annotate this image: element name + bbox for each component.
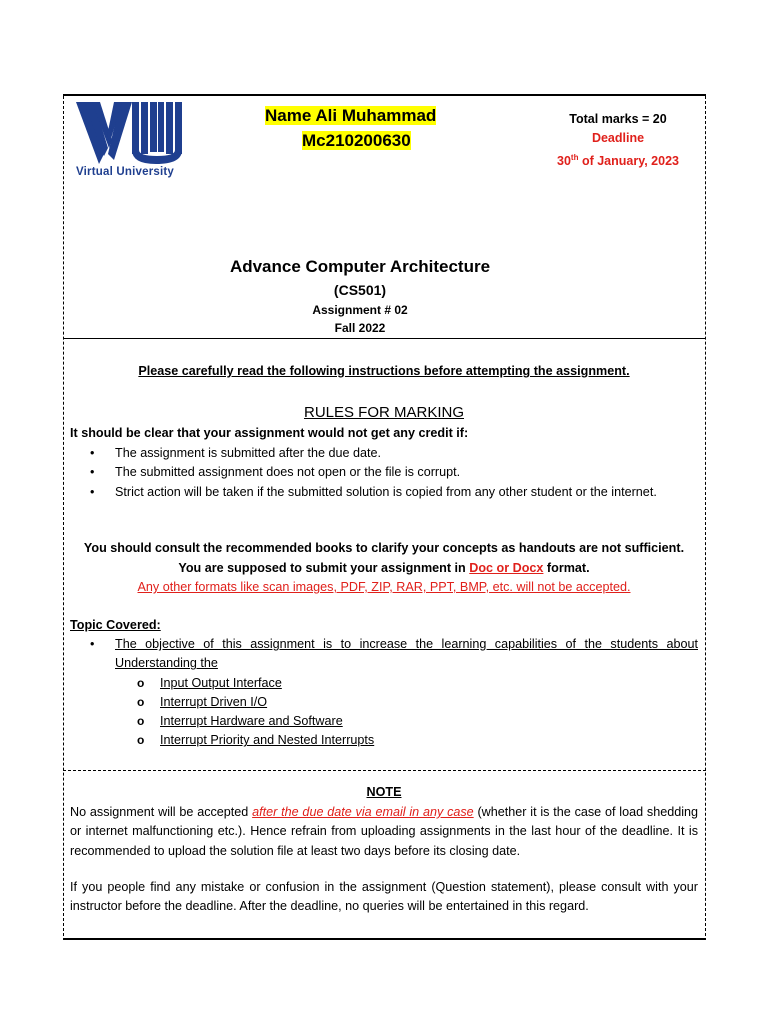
list-item: o Interrupt Priority and Nested Interrupts — [137, 733, 375, 748]
course-title: Advance Computer Architecture — [229, 257, 491, 276]
formats-warning: Any other formats like scan images, PDF, ZIP, RAR, PPT, BMP, etc. will not be accepted. — [137, 580, 631, 594]
note-heading: NOTE — [366, 785, 402, 799]
list-item: o Interrupt Hardware and Software — [137, 714, 343, 729]
term: Fall 2022 — [334, 321, 386, 335]
topics-list — [70, 635, 698, 751]
total-marks: Total marks = 20 — [569, 112, 667, 126]
instructions-intro: Please carefully read the following instructions before attempting the assignment. — [138, 364, 630, 378]
list-item: o Interrupt Driven I/O — [137, 694, 268, 709]
topics-heading: Topic Covered: — [70, 618, 161, 632]
list-item: o Input Output Interface — [137, 675, 282, 690]
list-item: • The submitted assignment does not open or the file is corrupt. — [90, 465, 461, 480]
consult-text: You should consult the recommended books to clarify your concepts as handouts are not sufficient. — [83, 541, 685, 555]
note-paragraph-1: No assignment will be accepted after the due date via email in any case (whether it is the case of load shedding or internet malfunctioning etc.). Hence refrain from uploading assignments in the last hour of the deadline. It is recommended to upload the solution file at least two days before its closing date. — [70, 805, 699, 858]
frame-left-border — [63, 96, 64, 936]
logo-caption: Virtual University — [76, 166, 174, 178]
student-id: Mc210200630 — [302, 131, 411, 150]
list-item: • Strict action will be taken if the submitted solution is copied from any other student or the internet. — [90, 484, 657, 499]
note-paragraph-2: If you people find any mistake or confusion in the assignment (Question statement), please consult with your instructor before the deadline. After the deadline, no queries will be entertained in this regard. — [70, 880, 698, 914]
deadline-date: 30th of January, 2023 — [557, 153, 679, 169]
frame-right-border — [705, 96, 706, 936]
course-code: (CS501) — [333, 282, 387, 298]
list-item: • The objective of this assignment is to increase the learning capabilities of the students about Understanding the — [90, 637, 698, 671]
rules-list — [70, 444, 698, 502]
assignment-number: Assignment # 02 — [312, 303, 408, 317]
submit-format-text: You are supposed to submit your assignment in Doc or Docx format. — [178, 561, 590, 575]
note-divider — [63, 770, 706, 771]
rules-heading: RULES FOR MARKING — [303, 404, 465, 421]
rules-lead: It should be clear that your assignment would not get any credit if: — [70, 426, 469, 440]
header-divider — [63, 338, 706, 339]
marks-deadline-block — [548, 110, 688, 171]
student-name: Name Ali Muhammad — [265, 106, 437, 125]
deadline-label: Deadline — [591, 131, 645, 145]
list-item: • The assignment is submitted after the due date. — [90, 446, 382, 460]
